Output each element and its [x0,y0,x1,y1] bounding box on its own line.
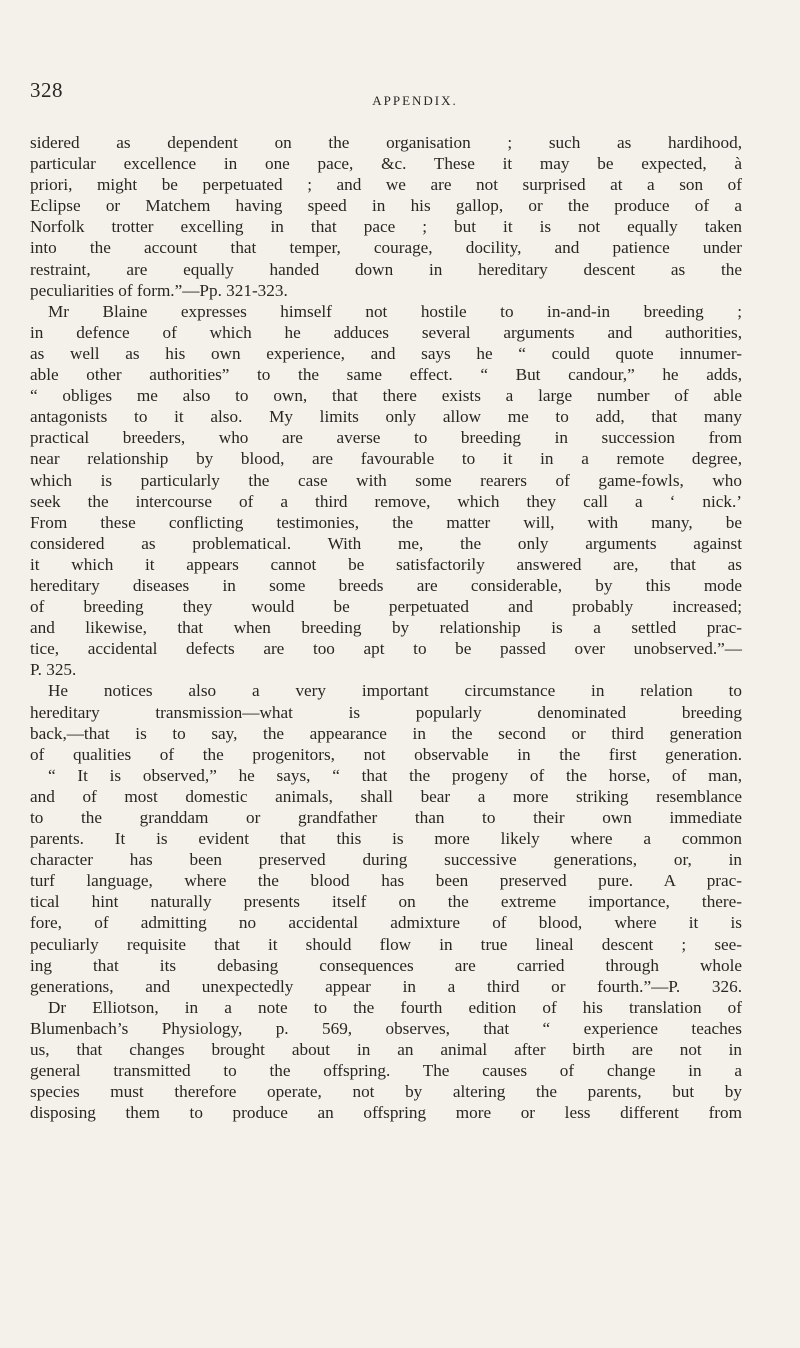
text-line: P. 325. [30,660,77,680]
text-line: Mr Blaine expresses himself not hostile to in-and-in breeding ; [48,301,742,321]
text-line: ing that its debasing consequences are carried through whole [30,955,742,975]
text-line: peculiarly requisite that it should flow in true lineal descent ; see- [30,934,742,954]
text-line: it which it appears cannot be satisfactorily answered are, that as [30,554,742,574]
text-line: priori, might be perpetuated ; and we are not surprised at a son of [30,175,742,195]
text-line: Blumenbach’s Physiology, p. 569, observes, that “ experience teaches [30,1018,742,1038]
text-line: which is particularly the case with some rearers of game-fowls, who [30,470,742,490]
text-line: parents. It is evident that this is more likely where a common [30,829,742,849]
text-line: to the granddam or grandfather than to their own immediate [30,808,742,827]
text-line: considered as problematical. With me, the only arguments against [30,533,742,553]
text-line: Eclipse or Matchem having speed in his gallop, or the produce of a [30,196,742,216]
text-line: tice, accidental defects are too apt to be passed over unobserved.”— [30,639,742,659]
text-line: peculiarities of form.”—Pp. 321-323. [30,280,288,300]
text-line: “ It is observed,” he says, “ that the progeny of the horse, of man, [48,765,742,785]
text-line: species must therefore operate, not by altering the parents, but by [30,1082,742,1102]
text-line: Dr Elliotson, in a note to the fourth edition of his translation of [48,997,742,1017]
body-text [30,132,742,1123]
text-line: seek the intercourse of a third remove, which they call a ‘ nick.’ [30,491,742,511]
text-line: He notices also a very important circumstance in relation to [48,681,742,701]
text-line: sidered as dependent on the organisation ; such as hardihood, [30,133,742,152]
text-line: tical hint naturally presents itself on the extreme importance, there- [30,892,742,912]
text-line: general transmitted to the offspring. The causes of change in a [30,1061,742,1081]
text-line: hereditary diseases in some breeds are considerable, by this mode [30,575,742,595]
text-line: of qualities of the progenitors, not observable in the first generation. [30,744,742,764]
text-line: of breeding they would be perpetuated and probably increased; [30,597,742,617]
text-line: character has been preserved during successive generations, or, in [30,850,742,870]
text-line: particular excellence in one pace, &c. These it may be expected, à [30,154,742,174]
text-line: restraint, are equally handed down in hereditary descent as the [30,259,742,279]
page-number: 328 [30,78,63,102]
text-line: and likewise, that when breeding by relationship is a settled prac- [30,618,742,638]
text-line: into the account that temper, courage, docility, and patience under [30,238,742,258]
text-line: hereditary transmission—what is popularly denominated breeding [30,702,742,722]
text-line: Norfolk trotter excelling in that pace ; but it is not equally taken [30,217,742,237]
text-line: antagonists to it also. My limits only allow me to add, that many [30,407,742,427]
text-line: fore, of admitting no accidental admixture of blood, where it is [30,913,742,933]
text-line: “ obliges me also to own, that there exists a large number of able [30,386,742,406]
text-line: able other authorities” to the same effect. “ But candour,” he adds, [30,365,742,385]
text-line: back,—that is to say, the appearance in the second or third generation [30,723,742,743]
text-line: in defence of which he adduces several arguments and authorities, [30,322,742,342]
text-line: us, that changes brought about in an animal after birth are not in [30,1040,742,1060]
text-line: practical breeders, who are averse to breeding in succession from [30,428,742,448]
text-line: turf language, where the blood has been preserved pure. A prac- [30,871,742,891]
text-line: as well as his own experience, and says he “ could quote innumer- [30,343,742,363]
text-line: From these conflicting testimonies, the matter will, with many, be [30,512,742,532]
text-line: generations, and unexpectedly appear in a third or fourth.”—P. 326. [30,976,742,996]
running-head: APPENDIX. [372,93,458,108]
text-line: and of most domestic animals, shall bear a more striking resemblance [30,786,742,806]
text-line: near relationship by blood, are favourable to it in a remote degree, [30,449,742,469]
text-line: disposing them to produce an offspring more or less different from [30,1103,742,1123]
